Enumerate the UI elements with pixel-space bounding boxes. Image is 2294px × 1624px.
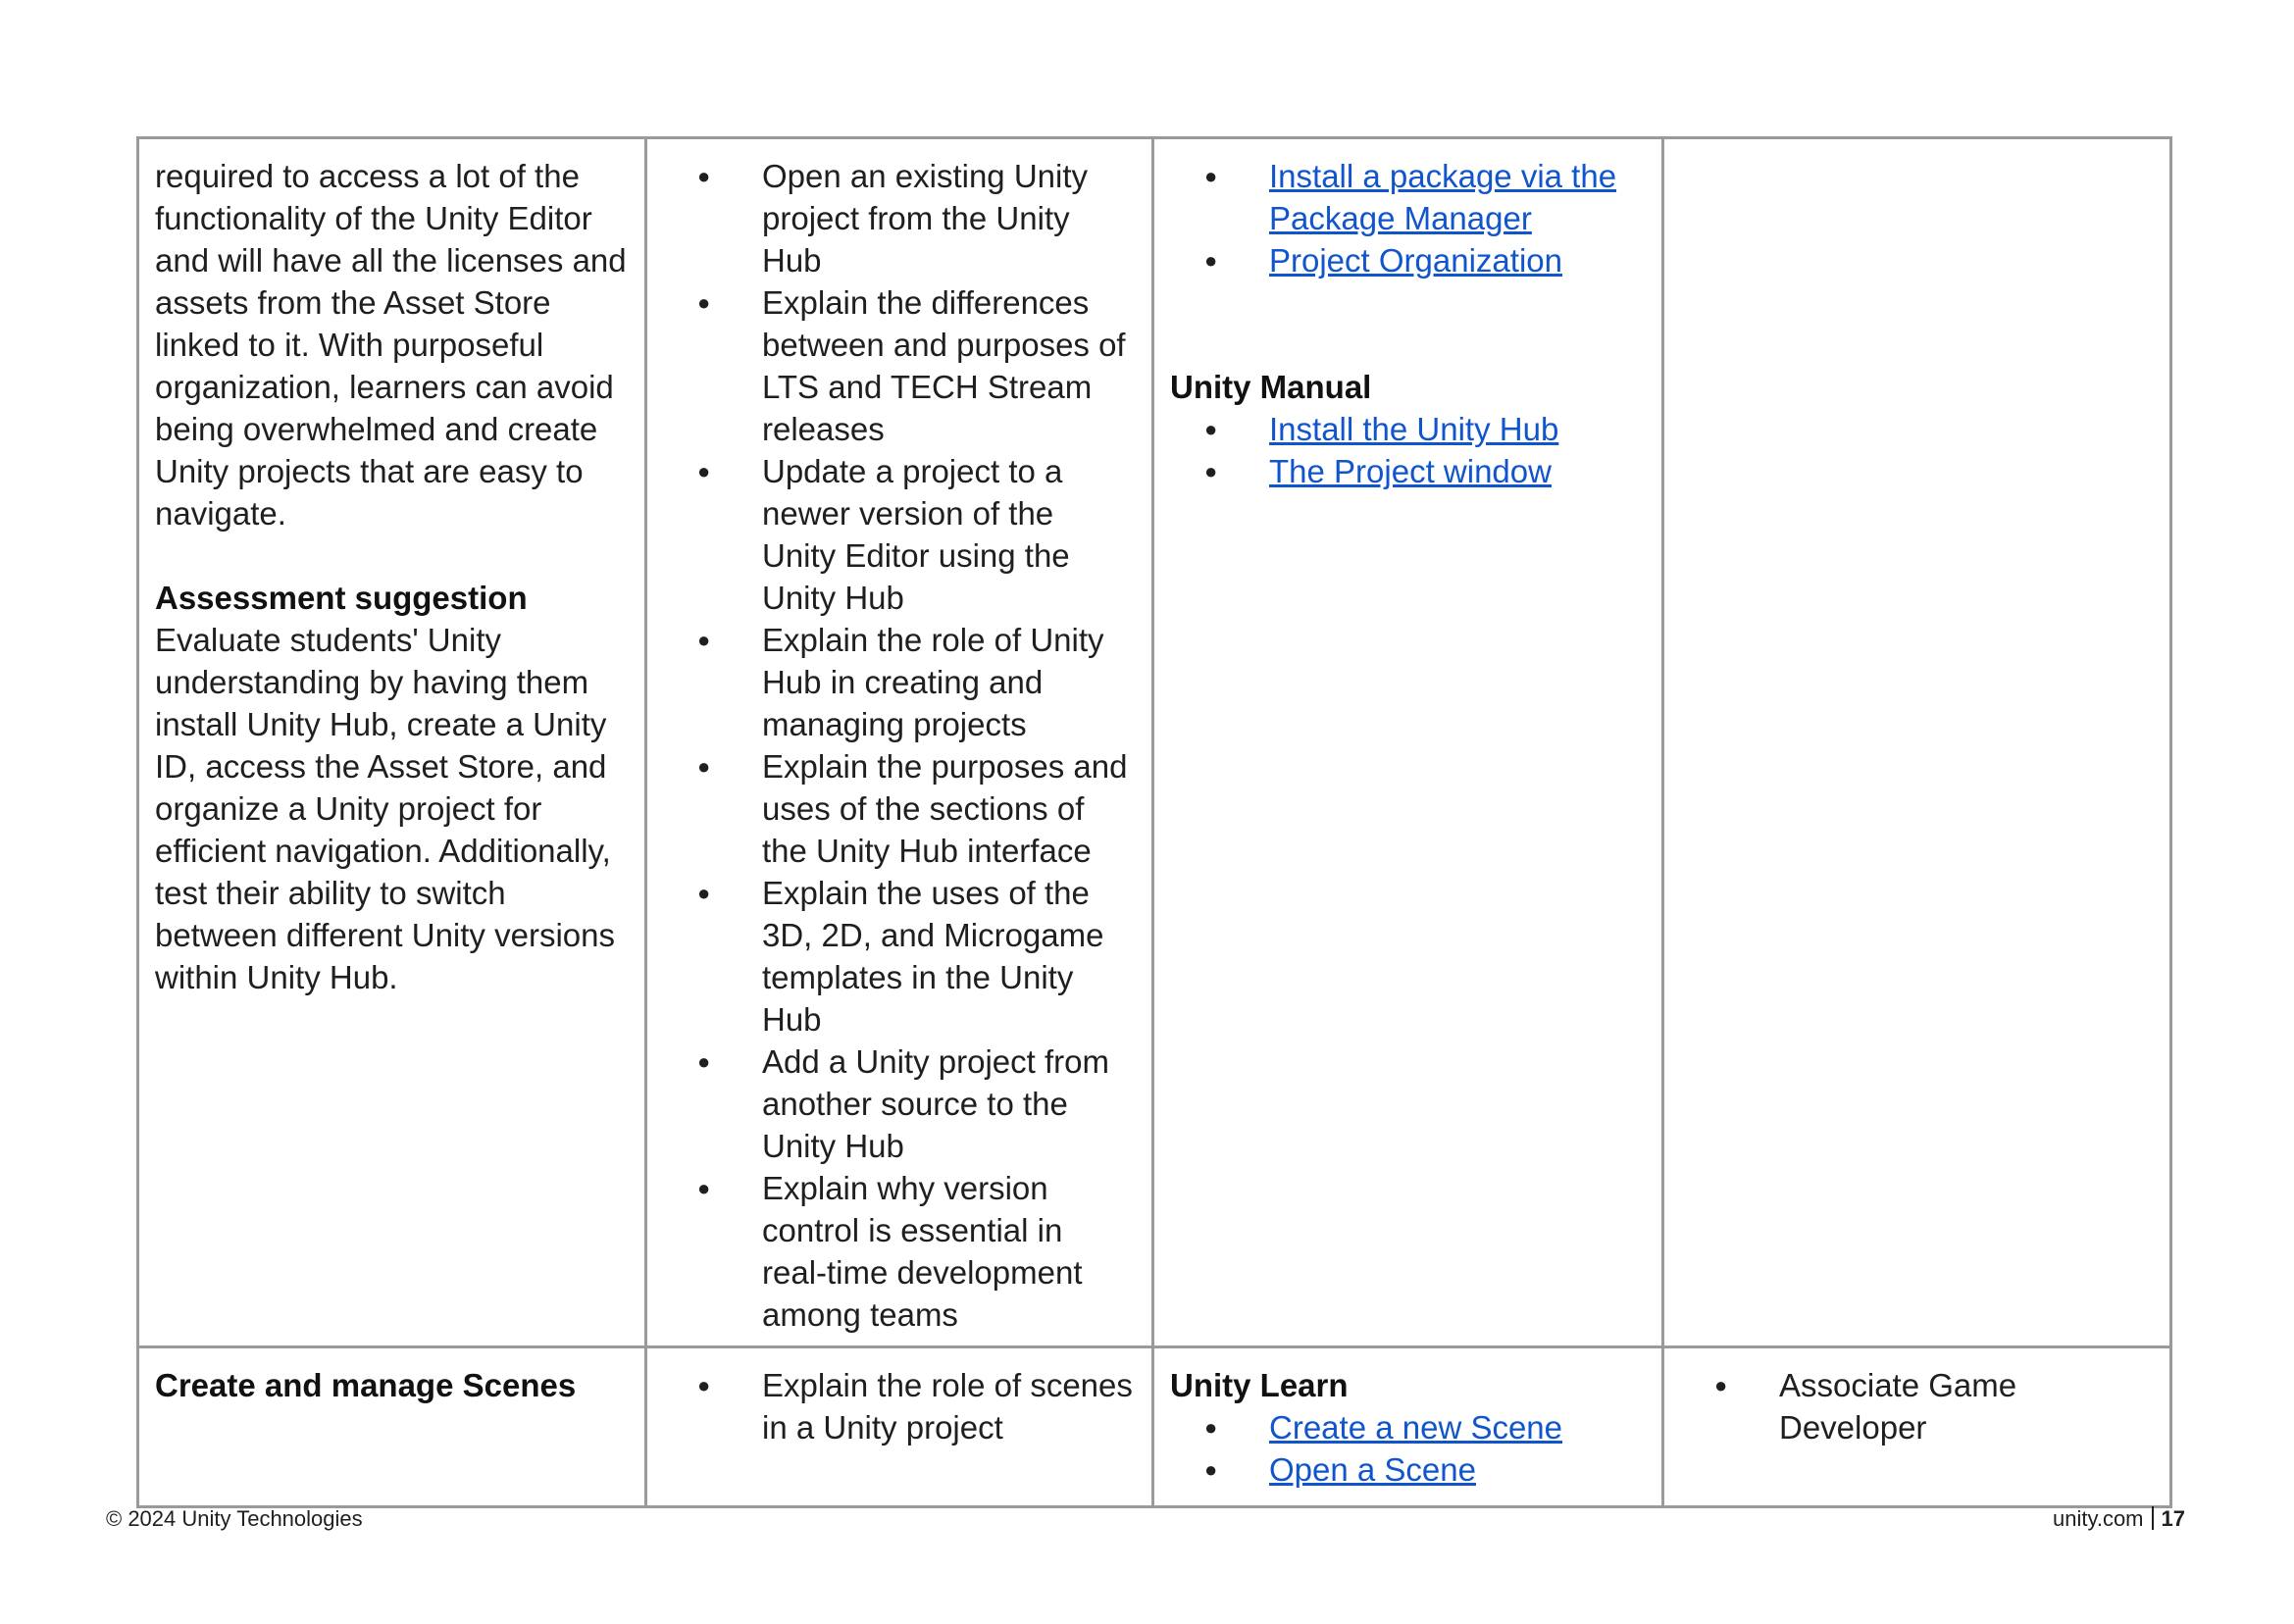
learn-links-list: [1170, 1406, 1646, 1491]
objective-item: ● Update a project to a newer version of the Unity Editor using the Unity Hub: [762, 450, 1136, 619]
page-footer: [2053, 1506, 2185, 1532]
table-row: [138, 138, 2171, 1347]
objective-item: ● Explain the differences between and purposes of LTS and TECH Stream releases: [762, 281, 1136, 450]
page-number: 17: [2161, 1506, 2185, 1531]
assessment-line: efficient navigation. Additionally,: [155, 833, 611, 869]
objective-item: ● Explain the role of scenes in a Unity project: [762, 1364, 1136, 1448]
assessment-line: understanding by having them: [155, 664, 589, 700]
description-line: Unity projects that are easy to: [155, 453, 584, 489]
roles-cell: [1663, 1347, 2171, 1507]
footer-divider: [2152, 1506, 2154, 1530]
resource-link[interactable]: Install a package via the Package Manager: [1269, 158, 1617, 236]
roles-list: [1680, 1364, 2154, 1448]
description-cell: [138, 138, 646, 1347]
resource-item: [1269, 239, 1646, 281]
objective-item: ● Open an existing Unity project from the Unity Hub: [762, 155, 1136, 281]
description-line: being overwhelmed and create: [155, 411, 598, 447]
assessment-line: organize a Unity project for: [155, 790, 542, 827]
resource-link[interactable]: Create a new Scene: [1269, 1409, 1563, 1446]
description-text: [155, 155, 629, 534]
description-line: required to access a lot of the: [155, 158, 580, 194]
topic-title: Create and manage Scenes: [155, 1367, 577, 1403]
objectives-cell: [646, 138, 1153, 1347]
objective-item: ● Explain the purposes and uses of the sections of the Unity Hub interface: [762, 745, 1136, 872]
resource-link[interactable]: Project Organization: [1269, 242, 1562, 279]
table-row: [138, 1347, 2171, 1507]
roles-cell: [1663, 138, 2171, 1347]
assessment-line: ID, access the Asset Store, and: [155, 748, 607, 785]
unity-learn-heading: Unity Learn: [1170, 1367, 1349, 1403]
objective-item: ● Explain the role of Unity Hub in creating and managing projects: [762, 619, 1136, 745]
topic-cell: [138, 1347, 646, 1507]
resource-link[interactable]: Open a Scene: [1269, 1451, 1476, 1488]
resources-cell: [1153, 138, 1663, 1347]
objectives-cell: [646, 1347, 1153, 1507]
resource-link[interactable]: The Project window: [1269, 453, 1552, 489]
assessment-line: Evaluate students' Unity: [155, 622, 501, 658]
assessment-line: test their ability to switch: [155, 875, 506, 911]
objectives-list: [663, 155, 1136, 1336]
role-item: ● Associate Game Developer: [1779, 1364, 2154, 1448]
curriculum-table: [136, 136, 2172, 1508]
description-line: navigate.: [155, 495, 286, 532]
manual-links-list: [1170, 408, 1646, 492]
site-url: unity.com: [2053, 1506, 2144, 1531]
objectives-list: [663, 1364, 1136, 1448]
resource-links-list: [1170, 155, 1646, 281]
resource-item: [1269, 450, 1646, 492]
resource-link[interactable]: Install the Unity Hub: [1269, 411, 1559, 447]
objective-item: ● Add a Unity project from another source to the Unity Hub: [762, 1040, 1136, 1167]
assessment-line: install Unity Hub, create a Unity: [155, 706, 607, 742]
objective-item: ● Explain the uses of the 3D, 2D, and Microgame templates in the Unity Hub: [762, 872, 1136, 1040]
assessment-text: [155, 619, 629, 998]
unity-manual-heading: Unity Manual: [1170, 369, 1372, 405]
description-line: organization, learners can avoid: [155, 369, 614, 405]
objective-item: ● Explain why version control is essential in real-time development among teams: [762, 1167, 1136, 1336]
description-line: and will have all the licenses and: [155, 242, 627, 279]
resource-item: [1269, 155, 1646, 239]
assessment-heading: Assessment suggestion: [155, 580, 528, 616]
description-line: functionality of the Unity Editor: [155, 200, 592, 236]
resource-item: [1269, 1448, 1646, 1491]
copyright-text: © 2024 Unity Technologies: [106, 1506, 363, 1531]
resource-item: [1269, 408, 1646, 450]
assessment-line: within Unity Hub.: [155, 959, 398, 995]
description-line: linked to it. With purposeful: [155, 327, 544, 363]
assessment-line: between different Unity versions: [155, 917, 615, 953]
resources-cell: [1153, 1347, 1663, 1507]
resource-item: [1269, 1406, 1646, 1448]
description-line: assets from the Asset Store: [155, 284, 551, 321]
